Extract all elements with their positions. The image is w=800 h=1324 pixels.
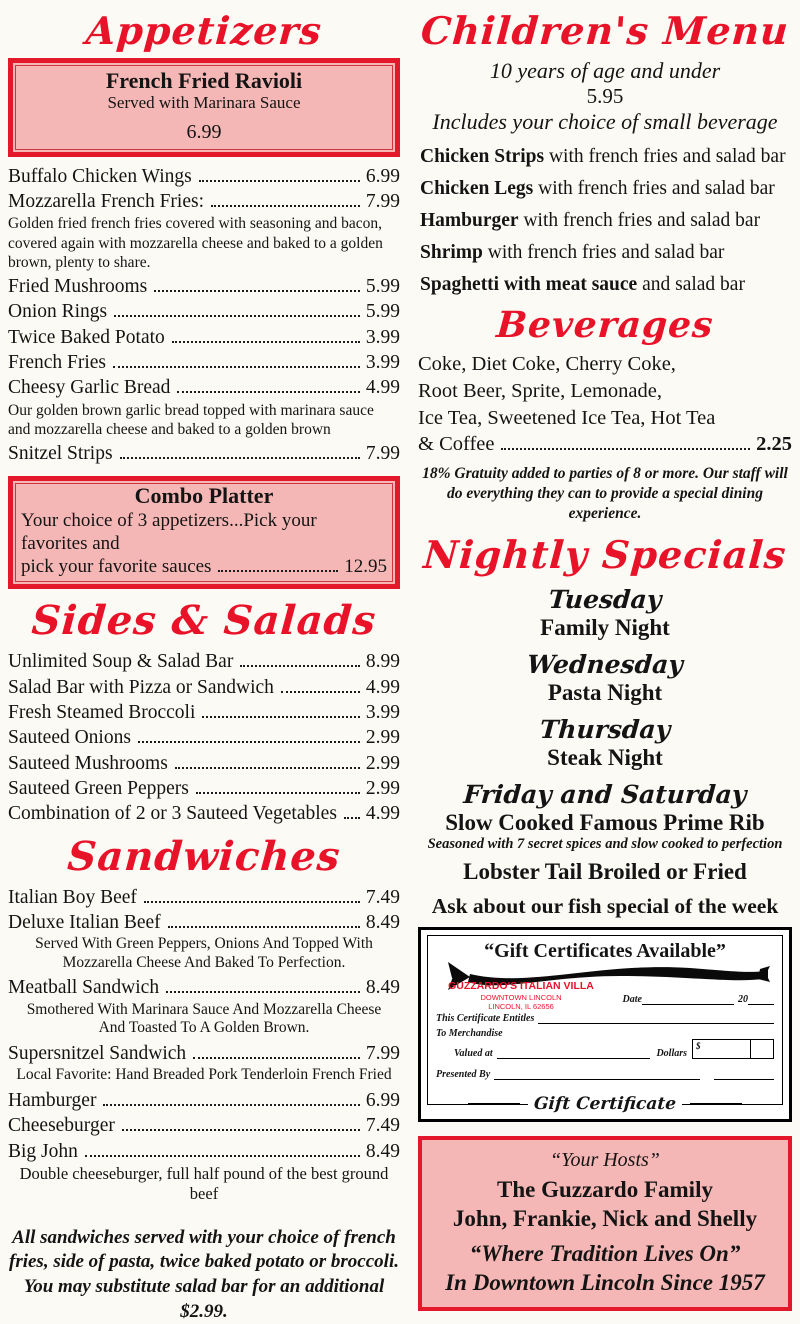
beverage-line: Ice Tea, Sweetened Ice Tea, Hot Tea [418, 406, 716, 429]
special-title: Steak Night [547, 744, 663, 770]
combo-price: 12.95 [344, 556, 387, 578]
left-column [8, 8, 400, 1324]
item-description: Golden fried french fries covered with seasoning and bacon, covered again with mozzarella cheese and baked to a golden brown, plenty to share. [8, 215, 383, 271]
sandwiches-heading: Sandwiches [65, 832, 343, 880]
menu-item-row [8, 776, 400, 801]
cert-business-name: GUZZARDO'S ITALIAN VILLA [448, 980, 594, 993]
kids-item-desc: and salad bar [637, 273, 745, 295]
dot-leader [114, 315, 360, 317]
cert-footer [468, 1094, 742, 1114]
item-price: 2.99 [365, 777, 400, 799]
featured-item-name: French Fried Ravioli [105, 67, 303, 93]
item-price: 6.99 [365, 1089, 400, 1111]
hosts-since: In Downtown Lincoln Since 1957 [445, 1269, 765, 1295]
item-price: 6.99 [365, 165, 400, 187]
children-age-line: 10 years of age and under [489, 57, 721, 83]
combo-line1: Your choice of 3 appetizers...Pick your favorites and [21, 509, 317, 554]
item-name: Cheeseburger [8, 1115, 115, 1137]
cert-dollar-box[interactable] [692, 1039, 774, 1059]
menu-item-row [8, 910, 400, 935]
dot-leader [122, 1129, 360, 1131]
menu-item-row [8, 299, 400, 324]
appetizers-list [8, 164, 400, 467]
featured-ravioli-box [8, 58, 400, 157]
dot-leader [113, 366, 360, 368]
kids-menu-item [420, 242, 792, 264]
item-name: Big John [8, 1140, 78, 1162]
item-description: Double cheeseburger, full half pound of the best ground beef [19, 1163, 389, 1203]
featured-item-subtitle: Served with Marinara Sauce [107, 93, 301, 113]
cert-presented-label: Presented By [436, 1069, 491, 1081]
menu-item-row [8, 725, 400, 750]
hosts-names: John, Frankie, Nick and Shelly [452, 1206, 758, 1232]
item-name: Mozzarella French Fries: [8, 190, 205, 212]
item-price: 8.49 [365, 911, 400, 933]
dot-leader [166, 991, 360, 993]
cert-presented-line2[interactable] [714, 1070, 774, 1080]
cert-dollars-label: Dollars [656, 1048, 687, 1060]
cert-entitles-label: This Certificate Entitles [436, 1013, 535, 1025]
menu-item-row [8, 700, 400, 725]
item-price: 8.99 [365, 651, 400, 673]
cert-presented-line[interactable] [494, 1070, 700, 1080]
item-price: 4.99 [365, 803, 400, 825]
item-name: Twice Baked Potato [8, 326, 165, 348]
menu-item-row [8, 1139, 400, 1164]
cert-valued-line[interactable] [497, 1049, 651, 1059]
kids-item-name: Shrimp [420, 241, 483, 263]
item-name: Unlimited Soup & Salad Bar [8, 651, 234, 673]
item-price: 8.49 [365, 977, 400, 999]
cert-year-label: 20 [738, 994, 748, 1006]
kids-menu-item [420, 146, 792, 168]
hosts-box [418, 1136, 792, 1311]
kids-menu-item [420, 274, 792, 296]
cert-dollar-sign: $ [693, 1040, 751, 1058]
special-title: Slow Cooked Famous Prime Rib [445, 809, 765, 835]
dot-leader [202, 716, 360, 718]
cert-footer-script: Gift Certificate [527, 1094, 682, 1114]
menu-item-row [8, 325, 400, 350]
item-name: Salad Bar with Pizza or Sandwich [8, 676, 274, 698]
cert-business-addr2: LINCOLN, IL 62656 [488, 1002, 554, 1012]
special-day: Thursday [538, 715, 672, 745]
children-items-list [418, 146, 792, 296]
gift-certificate-inner [427, 935, 783, 1115]
item-price: 2.99 [365, 727, 400, 749]
menu-item-row [8, 441, 400, 466]
menu-item-row [8, 1113, 400, 1138]
kids-item-name: Chicken Legs [420, 177, 534, 199]
dot-leader [199, 180, 360, 182]
item-price: 3.99 [365, 326, 400, 348]
cert-merchandise-label: To Merchandise [436, 1028, 503, 1040]
item-name: Deluxe Italian Beef [8, 911, 161, 933]
item-price: 2.99 [365, 752, 400, 774]
cert-presented-row [436, 1069, 774, 1080]
beverages-heading: Beverages [495, 303, 715, 346]
nightly-specials-heading: Nightly Specials [422, 532, 789, 578]
dot-leader [120, 457, 360, 459]
gratuity-note: 18% Gratuity added to parties of 8 or more. Our staff will do everything they can to provide a special dining experience. [422, 464, 788, 523]
kids-menu-item [420, 210, 792, 232]
menu-item-row [8, 1088, 400, 1113]
dot-leader [154, 290, 360, 292]
kids-item-desc: with french fries and salad bar [544, 145, 786, 167]
item-name: Fresh Steamed Broccoli [8, 701, 196, 723]
children-includes-line: Includes your choice of small beverage [432, 109, 778, 135]
combo-line2: pick your favorite sauces [21, 556, 212, 578]
dot-leader [172, 341, 360, 343]
cert-business-block [436, 980, 606, 1011]
menu-item-row [8, 164, 400, 189]
featured-item-price: 6.99 [186, 120, 222, 143]
kids-menu-item [420, 178, 792, 200]
fish-special-line: Ask about our fish special of the week [431, 894, 779, 919]
kids-item-desc: with french fries and salad bar [533, 177, 775, 199]
special-day: Tuesday [547, 585, 663, 615]
cert-date-line[interactable] [642, 995, 734, 1005]
item-price: 5.99 [365, 301, 400, 323]
item-price: 7.99 [365, 190, 400, 212]
menu-item-row [8, 375, 400, 400]
item-name: Buffalo Chicken Wings [8, 165, 192, 187]
item-name: Italian Boy Beef [8, 886, 137, 908]
item-name: Onion Rings [8, 301, 108, 323]
dot-leader [85, 1155, 360, 1157]
combo-platter-box [8, 476, 400, 589]
cert-valued-label: Valued at [454, 1048, 493, 1060]
item-price: 7.49 [365, 886, 400, 908]
dot-leader [175, 767, 360, 769]
item-name: Sauteed Green Peppers [8, 777, 189, 799]
item-price: 3.99 [365, 701, 400, 723]
menu-item-row [8, 649, 400, 674]
item-description: Local Favorite: Hand Breaded Pork Tenderloin French Fried [16, 1066, 392, 1084]
cert-valued-row [436, 1039, 774, 1059]
special-title: Lobster Tail Broiled or Fried [463, 859, 747, 885]
beverage-line: Root Beer, Sprite, Lemonade, [418, 380, 662, 402]
combo-title: Combo Platter [134, 483, 274, 509]
dot-leader [211, 205, 360, 207]
item-description: Our golden brown garlic bread topped with marinara sauce and mozzarella cheese and baked to a golden brown [8, 401, 374, 438]
kids-item-name: Chicken Strips [420, 145, 545, 167]
item-description: Smothered With Marinara Sauce And Mozzarella Cheese And Toasted To A Golden Brown. [26, 1000, 382, 1037]
gift-certificate-title: “Gift Certificates Available” [484, 940, 726, 963]
sides-heading: Sides & Salads [30, 597, 378, 645]
cert-date-row [623, 994, 774, 1005]
cert-entitles-row [436, 1013, 774, 1024]
menu-item-row [8, 1041, 400, 1066]
special-title: Family Night [540, 614, 670, 640]
cert-date-label: Date [622, 994, 642, 1006]
coffee-label: & Coffee [418, 433, 495, 456]
dot-leader [501, 448, 750, 450]
item-name: Supersnitzel Sandwich [8, 1043, 187, 1064]
item-name: Sauteed Onions [8, 727, 131, 749]
dot-leader [177, 391, 359, 393]
cert-entitles-line[interactable] [538, 1014, 774, 1024]
dot-leader [193, 1057, 360, 1059]
menu-item-row [8, 274, 400, 299]
beverage-line: Coke, Diet Coke, Cherry Coke, [418, 353, 676, 376]
menu-item-row [8, 675, 400, 700]
appetizers-heading: Appetizers [84, 8, 324, 53]
menu-item-row [8, 350, 400, 375]
item-name: Meatball Sandwich [8, 977, 160, 999]
coffee-price: 2.25 [756, 433, 792, 456]
combo-line2-row [21, 555, 387, 578]
cert-year-line[interactable] [748, 995, 774, 1005]
cert-footer-line-right [690, 1103, 742, 1105]
hosts-motto: “Where Tradition Lives On” [469, 1240, 741, 1266]
special-day: Friday and Saturday [462, 780, 748, 810]
special-note: Seasoned with 7 secret spices and slow cooked to perfection [427, 835, 783, 852]
children-menu-heading: Children's Menu [419, 8, 791, 53]
dot-leader [281, 691, 360, 693]
item-description: Served With Green Peppers, Onions And Topped With Mozzarella Cheese And Baked To Perfection. [35, 935, 373, 971]
item-name: French Fries [8, 352, 107, 374]
kids-item-name: Hamburger [420, 209, 519, 231]
item-price: 7.99 [365, 1043, 400, 1064]
item-name: Cheesy Garlic Bread [8, 377, 171, 399]
menu-item-row [8, 885, 400, 910]
dot-leader [103, 1104, 359, 1106]
item-name: Hamburger [8, 1089, 97, 1111]
coffee-price-row [418, 431, 792, 458]
item-name: Fried Mushrooms [8, 275, 148, 297]
dot-leader [138, 741, 360, 743]
menu-item-row [8, 801, 400, 826]
dot-leader [240, 665, 360, 667]
cert-footer-line-left [468, 1103, 520, 1105]
item-price: 7.49 [365, 1115, 400, 1137]
kids-item-desc: with french fries and salad bar [482, 241, 725, 263]
special-day: Wednesday [526, 650, 684, 680]
cert-cents-cell [751, 1040, 773, 1058]
special-title: Pasta Night [547, 679, 663, 705]
sides-list [8, 649, 400, 826]
item-price: 5.99 [365, 275, 400, 297]
item-name: Snitzel Strips [8, 443, 113, 465]
gift-certificate-box [418, 927, 792, 1122]
kids-item-name: Spaghetti with meat sauce [420, 273, 638, 295]
menu-item-row [8, 189, 400, 214]
children-price: 5.95 [586, 84, 624, 109]
dot-leader [218, 570, 338, 572]
sandwich-footer-note: All sandwiches served with your choice of french fries, side of pasta, twice baked potato or broccoli. You may substitute salad bar for an additional $2.99. [9, 1226, 399, 1322]
menu-item-row [8, 975, 400, 1000]
cert-spacer [436, 1080, 774, 1094]
item-price: 4.99 [365, 676, 400, 698]
right-column [418, 8, 792, 1324]
cert-business-addr1: DOWNTOWN LINCOLN [480, 992, 562, 1002]
dot-leader [196, 792, 360, 794]
item-name: Sauteed Mushrooms [8, 752, 168, 774]
menu-item-row [8, 751, 400, 776]
item-price: 3.99 [365, 352, 400, 374]
dot-leader [144, 901, 360, 903]
item-price: 4.99 [365, 377, 400, 399]
dot-leader [344, 817, 360, 819]
sandwiches-list [8, 885, 400, 1204]
item-price: 8.49 [365, 1140, 400, 1162]
cert-top-row [436, 980, 774, 1012]
hosts-family: The Guzzardo Family [497, 1177, 713, 1203]
kids-item-desc: with french fries and salad bar [518, 209, 761, 231]
item-name: Combination of 2 or 3 Sauteed Vegetables [8, 803, 337, 825]
dot-leader [168, 926, 360, 928]
hosts-quote: “Your Hosts” [550, 1149, 660, 1172]
item-price: 7.99 [365, 443, 400, 465]
